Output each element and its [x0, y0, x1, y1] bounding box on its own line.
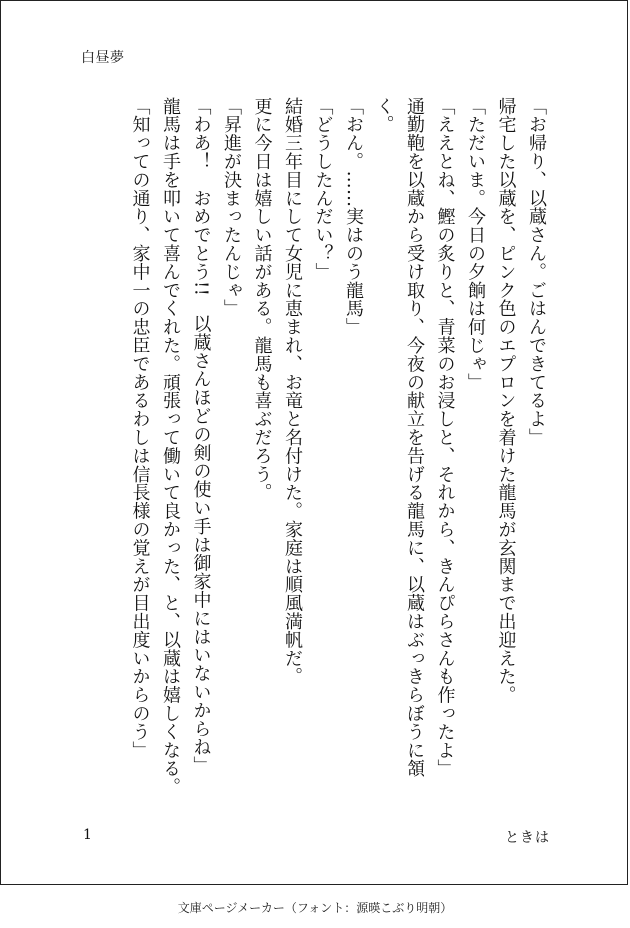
paragraph: 結婚三年目にして女児に恵まれ、お竜と名付けた。家庭は順風満帆だ。	[282, 97, 303, 686]
paragraph: 「昇進が決まったんじゃ」	[221, 97, 242, 318]
body-text	[81, 97, 551, 807]
paragraph: 更に今日は嬉しい話がある。龍馬も喜ぶだろう。	[251, 97, 273, 502]
paragraph: 「ただいま。今日の夕餉は何じゃ」	[465, 97, 486, 392]
paragraph: 「お帰り、以蔵さん。ごはんできてるよ」	[526, 97, 547, 447]
author-name: ときは	[505, 830, 550, 846]
paragraph: 「おん。……実はのう龍馬」	[343, 97, 364, 337]
paragraph: 帰宅した以蔵を、ピンク色のエプロンを着けた龍馬が玄関まで出迎えた。	[495, 97, 517, 705]
paragraph: 龍馬は手を叩いて喜んでくれた。頑張って働いて良かった、と、以蔵は嬉しくなる。	[160, 97, 181, 797]
paragraph: 「どうしたんだい？」	[312, 97, 334, 281]
paragraph: 「知っての通り、家中一の忠臣であるわしは信長様の覚えが目出度いからのう」	[129, 97, 151, 760]
page-number: 1	[83, 827, 92, 843]
page-title: 白昼夢	[81, 50, 125, 66]
paragraph: 「わあ！ おめでとう!! 以蔵さんほどの剣の使い手は御家中にはいないからね」	[190, 97, 212, 775]
paragraph: 通勤鞄を以蔵から受け取り、今夜の献立を告げる龍馬に、以蔵はぶっきらぼうに頷く。	[373, 97, 425, 778]
footer-caption: 文庫ページメーカー（フォント：源暎こぶり明朝）	[177, 901, 453, 915]
paragraph: 「ええとね、鰹の炙りと、青菜のお浸しと、それから、きんぴらさんも作ったよ」	[434, 97, 456, 778]
